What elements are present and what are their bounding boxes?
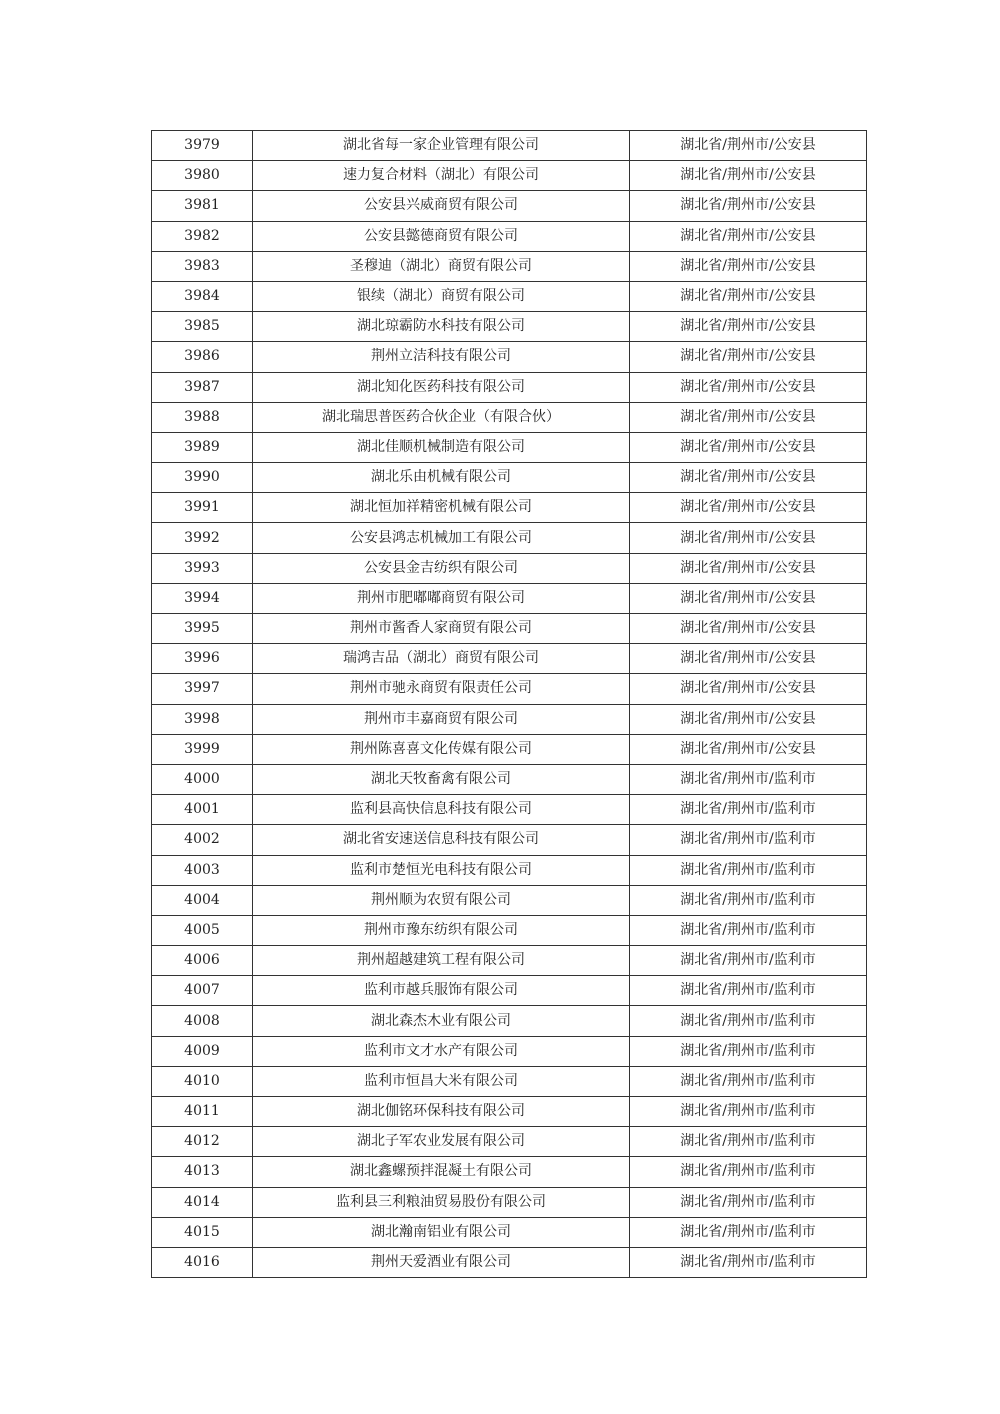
company-name: 湖北知化医药科技有限公司: [253, 372, 630, 402]
row-number: 3988: [152, 402, 253, 432]
row-number: 3993: [152, 553, 253, 583]
company-name: 湖北子军农业发展有限公司: [253, 1127, 630, 1157]
region: 湖北省/荆州市/公安县: [630, 734, 867, 764]
row-number: 3985: [152, 312, 253, 342]
table-row: [152, 161, 867, 191]
company-name: 湖北省每一家企业管理有限公司: [253, 131, 630, 161]
region: 湖北省/荆州市/公安县: [630, 463, 867, 493]
region: 湖北省/荆州市/监利市: [630, 1036, 867, 1066]
table-row: [152, 855, 867, 885]
region: 湖北省/荆州市/公安县: [630, 704, 867, 734]
table-row: [152, 342, 867, 372]
row-number: 4008: [152, 1006, 253, 1036]
row-number: 3994: [152, 583, 253, 613]
table-row: [152, 764, 867, 794]
table-row: [152, 553, 867, 583]
row-number: 4015: [152, 1217, 253, 1247]
region: 湖北省/荆州市/公安县: [630, 674, 867, 704]
company-name: 荆州市丰嘉商贸有限公司: [253, 704, 630, 734]
table-row: [152, 221, 867, 251]
company-name: 监利县高快信息科技有限公司: [253, 795, 630, 825]
company-name: 湖北乐由机械有限公司: [253, 463, 630, 493]
table-row: [152, 281, 867, 311]
company-name: 湖北省安速送信息科技有限公司: [253, 825, 630, 855]
table-row: [152, 191, 867, 221]
row-number: 3999: [152, 734, 253, 764]
region: 湖北省/荆州市/公安县: [630, 553, 867, 583]
company-name: 公安县懿德商贸有限公司: [253, 221, 630, 251]
region: 湖北省/荆州市/公安县: [630, 281, 867, 311]
table-row: [152, 614, 867, 644]
region: 湖北省/荆州市/公安县: [630, 614, 867, 644]
row-number: 3990: [152, 463, 253, 493]
region: 湖北省/荆州市/公安县: [630, 161, 867, 191]
table-row: [152, 976, 867, 1006]
table-row: [152, 1036, 867, 1066]
company-name: 湖北恒加祥精密机械有限公司: [253, 493, 630, 523]
row-number: 3998: [152, 704, 253, 734]
company-name: 监利市楚恒光电科技有限公司: [253, 855, 630, 885]
region: 湖北省/荆州市/公安县: [630, 221, 867, 251]
region: 湖北省/荆州市/公安县: [630, 251, 867, 281]
company-name: 监利县三利粮油贸易股份有限公司: [253, 1187, 630, 1217]
table-row: [152, 251, 867, 281]
table-row: [152, 885, 867, 915]
company-name: 荆州天爱酒业有限公司: [253, 1247, 630, 1277]
row-number: 4003: [152, 855, 253, 885]
table-row: [152, 312, 867, 342]
region: 湖北省/荆州市/监利市: [630, 795, 867, 825]
company-table: [151, 130, 867, 1278]
region: 湖北省/荆州市/监利市: [630, 1247, 867, 1277]
row-number: 3996: [152, 644, 253, 674]
row-number: 3983: [152, 251, 253, 281]
row-number: 3986: [152, 342, 253, 372]
row-number: 4006: [152, 946, 253, 976]
region: 湖北省/荆州市/公安县: [630, 342, 867, 372]
company-name: 公安县金吉纺织有限公司: [253, 553, 630, 583]
region: 湖北省/荆州市/监利市: [630, 1157, 867, 1187]
company-name: 圣穆迪（湖北）商贸有限公司: [253, 251, 630, 281]
region: 湖北省/荆州市/公安县: [630, 583, 867, 613]
company-name: 湖北瀚南铝业有限公司: [253, 1217, 630, 1247]
table-row: [152, 674, 867, 704]
region: 湖北省/荆州市/公安县: [630, 312, 867, 342]
row-number: 4007: [152, 976, 253, 1006]
company-name: 荆州市驰永商贸有限责任公司: [253, 674, 630, 704]
row-number: 3992: [152, 523, 253, 553]
region: 湖北省/荆州市/监利市: [630, 885, 867, 915]
company-name: 速力复合材料（湖北）有限公司: [253, 161, 630, 191]
table-row: [152, 795, 867, 825]
row-number: 4000: [152, 764, 253, 794]
region: 湖北省/荆州市/监利市: [630, 1097, 867, 1127]
company-name: 荆州市豫东纺织有限公司: [253, 915, 630, 945]
row-number: 4013: [152, 1157, 253, 1187]
table-row: [152, 734, 867, 764]
table-row: [152, 402, 867, 432]
region: 湖北省/荆州市/监利市: [630, 1066, 867, 1096]
row-number: 3982: [152, 221, 253, 251]
company-name: 监利市文才水产有限公司: [253, 1036, 630, 1066]
company-name: 银续（湖北）商贸有限公司: [253, 281, 630, 311]
row-number: 3984: [152, 281, 253, 311]
company-name: 荆州陈喜喜文化传媒有限公司: [253, 734, 630, 764]
row-number: 4002: [152, 825, 253, 855]
row-number: 4001: [152, 795, 253, 825]
row-number: 3987: [152, 372, 253, 402]
table-row: [152, 915, 867, 945]
table-row: [152, 825, 867, 855]
company-name: 瑞鸿吉品（湖北）商贸有限公司: [253, 644, 630, 674]
region: 湖北省/荆州市/公安县: [630, 432, 867, 462]
region: 湖北省/荆州市/监利市: [630, 1217, 867, 1247]
company-name: 湖北森杰木业有限公司: [253, 1006, 630, 1036]
region: 湖北省/荆州市/监利市: [630, 1006, 867, 1036]
table-row: [152, 704, 867, 734]
row-number: 4014: [152, 1187, 253, 1217]
row-number: 4005: [152, 915, 253, 945]
region: 湖北省/荆州市/监利市: [630, 764, 867, 794]
table-row: [152, 1157, 867, 1187]
row-number: 3991: [152, 493, 253, 523]
company-name: 湖北天牧畜禽有限公司: [253, 764, 630, 794]
region: 湖北省/荆州市/公安县: [630, 131, 867, 161]
company-name: 湖北瑞思普医药合伙企业（有限合伙）: [253, 402, 630, 432]
table-row: [152, 1187, 867, 1217]
table-row: [152, 1127, 867, 1157]
table-row: [152, 463, 867, 493]
company-name: 湖北伽铭环保科技有限公司: [253, 1097, 630, 1127]
table-row: [152, 493, 867, 523]
row-number: 3989: [152, 432, 253, 462]
table-row: [152, 1006, 867, 1036]
row-number: 4011: [152, 1097, 253, 1127]
row-number: 4012: [152, 1127, 253, 1157]
row-number: 3997: [152, 674, 253, 704]
company-name: 湖北琼霸防水科技有限公司: [253, 312, 630, 342]
region: 湖北省/荆州市/监利市: [630, 1127, 867, 1157]
company-name: 荆州市酱香人家商贸有限公司: [253, 614, 630, 644]
company-name: 荆州市肥嘟嘟商贸有限公司: [253, 583, 630, 613]
company-name: 监利市越兵服饰有限公司: [253, 976, 630, 1006]
table-row: [152, 946, 867, 976]
company-name: 监利市恒昌大米有限公司: [253, 1066, 630, 1096]
table-row: [152, 131, 867, 161]
table-row: [152, 644, 867, 674]
region: 湖北省/荆州市/公安县: [630, 493, 867, 523]
row-number: 3995: [152, 614, 253, 644]
company-name: 荆州超越建筑工程有限公司: [253, 946, 630, 976]
region: 湖北省/荆州市/监利市: [630, 825, 867, 855]
company-name: 荆州顺为农贸有限公司: [253, 885, 630, 915]
region: 湖北省/荆州市/公安县: [630, 191, 867, 221]
table-row: [152, 1066, 867, 1096]
region: 湖北省/荆州市/公安县: [630, 372, 867, 402]
row-number: 3980: [152, 161, 253, 191]
region: 湖北省/荆州市/监利市: [630, 976, 867, 1006]
row-number: 4016: [152, 1247, 253, 1277]
row-number: 3981: [152, 191, 253, 221]
company-name: 公安县鸿志机械加工有限公司: [253, 523, 630, 553]
region: 湖北省/荆州市/公安县: [630, 523, 867, 553]
row-number: 4009: [152, 1036, 253, 1066]
region: 湖北省/荆州市/监利市: [630, 946, 867, 976]
company-name: 湖北佳顺机械制造有限公司: [253, 432, 630, 462]
table-row: [152, 432, 867, 462]
table-row: [152, 1097, 867, 1127]
region: 湖北省/荆州市/监利市: [630, 1187, 867, 1217]
table-row: [152, 372, 867, 402]
company-name: 公安县兴威商贸有限公司: [253, 191, 630, 221]
region: 湖北省/荆州市/监利市: [630, 915, 867, 945]
company-name: 湖北鑫螺预拌混凝土有限公司: [253, 1157, 630, 1187]
region: 湖北省/荆州市/公安县: [630, 402, 867, 432]
table-body: [152, 131, 867, 1278]
table-row: [152, 583, 867, 613]
company-name: 荆州立洁科技有限公司: [253, 342, 630, 372]
row-number: 4010: [152, 1066, 253, 1096]
row-number: 3979: [152, 131, 253, 161]
region: 湖北省/荆州市/监利市: [630, 855, 867, 885]
table-row: [152, 1217, 867, 1247]
row-number: 4004: [152, 885, 253, 915]
table-row: [152, 1247, 867, 1277]
region: 湖北省/荆州市/公安县: [630, 644, 867, 674]
table-row: [152, 523, 867, 553]
